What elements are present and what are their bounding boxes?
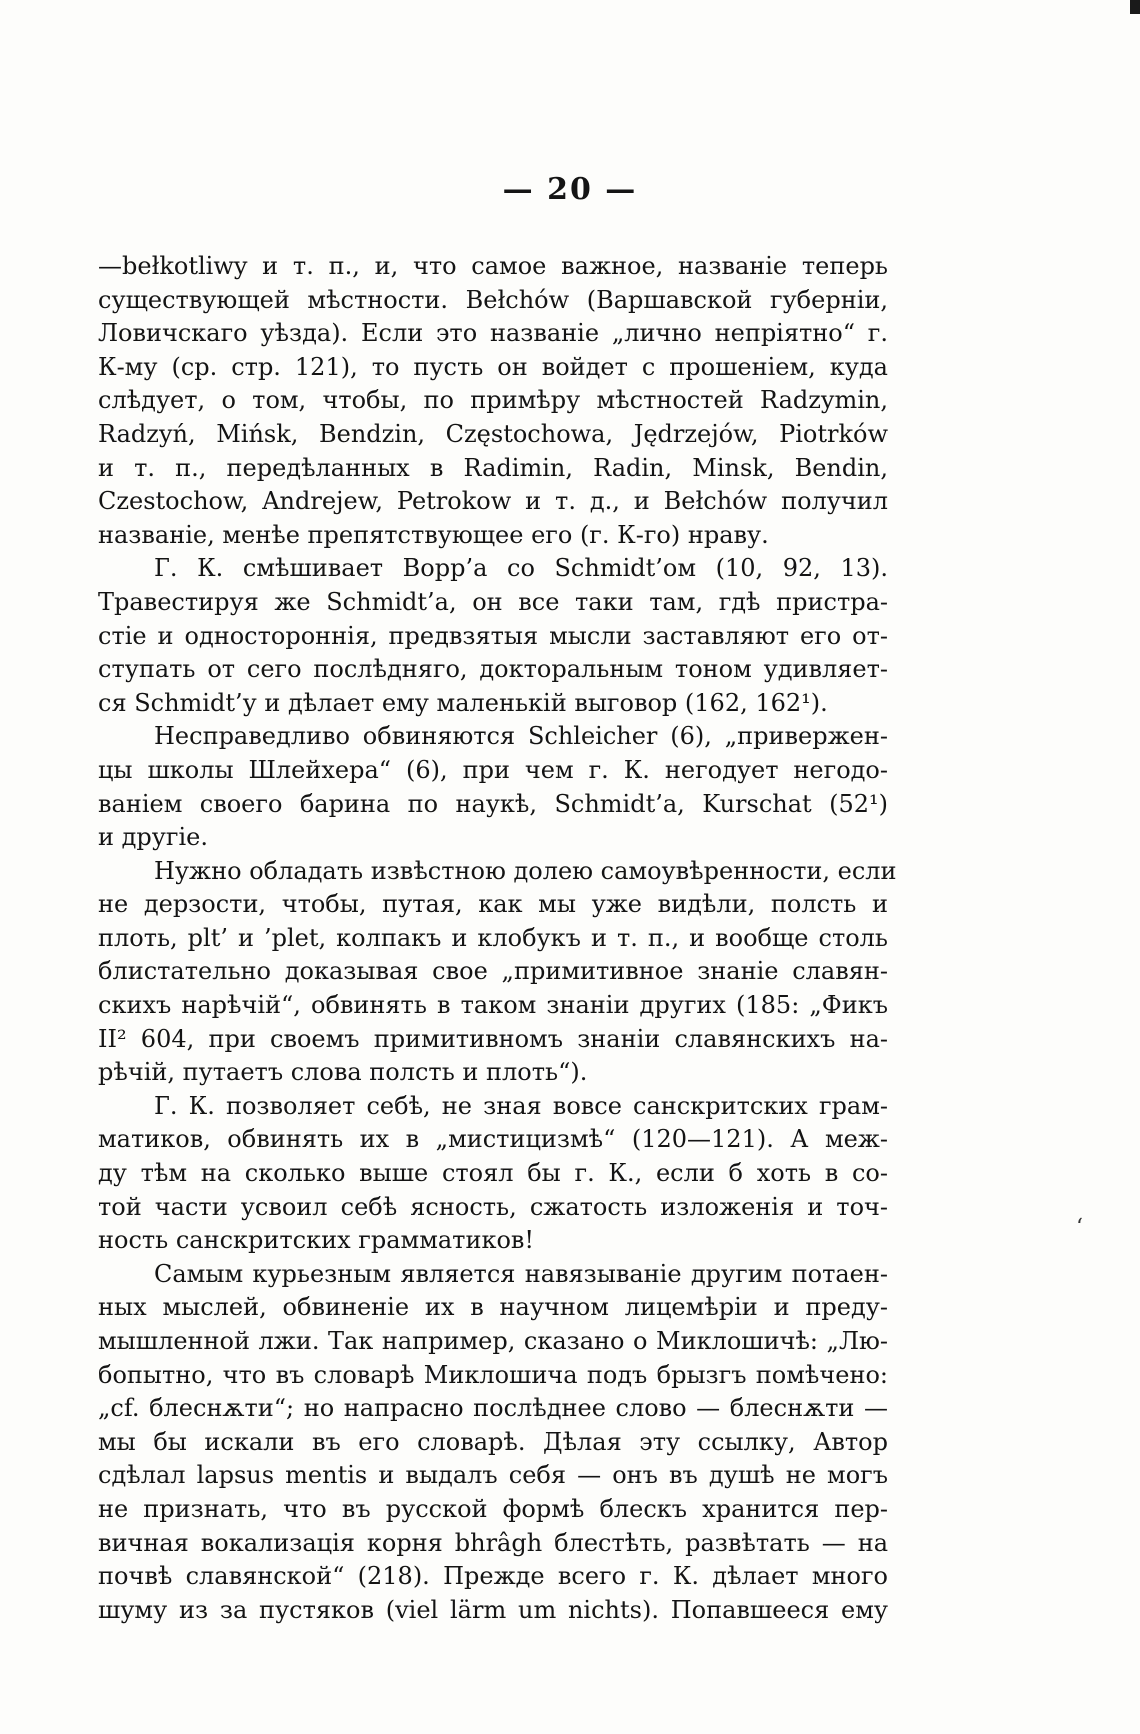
text-line: ных мыслей, обвиненіе их в научном лицемѣріи и преду- (98, 1293, 888, 1322)
text-line: „cf. блеснѫти“; но напрасно послѣднее слово — блеснѫти — (98, 1394, 888, 1423)
body-text (98, 250, 897, 1627)
text-line: не признать, что въ русской формѣ блескъ хранится пер- (98, 1494, 888, 1523)
text-line: К-му (ср. стр. 121), то пусть он войдет с прошеніем, куда (98, 352, 888, 381)
text-line: Несправедливо обвиняются Schleicher (6), „привержен- (154, 722, 888, 751)
text-line: цы школы Шлейхера“ (6), при чем г. К. негодует негодо- (98, 755, 888, 784)
text-line: ду тѣм на сколько выше стоял бы г. К., если б хоть в со- (98, 1159, 888, 1188)
text-line: Самым курьезным является навязываніе другим потаен- (154, 1259, 888, 1288)
text-line: Czestochow, Andrejew, Petrokow и т. д., и Bełchów получил (98, 487, 888, 516)
text-line: —bełkotliwy и т. п., и, что самое важное, названіе теперь (98, 252, 888, 280)
text-line: Radzyń, Mińsk, Bendzin, Częstochowa, Jędrzejów, Piotrków (98, 419, 888, 448)
text-line: той части усвоил себѣ ясность, сжатость изложенія и точ- (98, 1192, 888, 1221)
text-line: плоть, plt’ и ’plet, колпакъ и клобукъ и т. п., и вообще столь (98, 923, 888, 952)
text-line: ваніем своего барина по наукѣ, Schmidt’a, Kurschat (52¹) (98, 789, 888, 818)
text-line: и т. п., передѣланных в Radimin, Radin, Minsk, Bendin, (98, 453, 888, 482)
text-line: Г. К. позволяет себѣ, не зная вовсе санскритских грам- (154, 1091, 888, 1120)
text-line: ступать от сего послѣдняго, докторальным тоном удивляет- (98, 655, 888, 684)
margin-mark: ‘ (1076, 1215, 1083, 1240)
text-line: вичная вокализація корня bhrâgh блестѣть, развѣтать — на (98, 1528, 888, 1557)
page-number: — 20 — (502, 172, 638, 207)
text-line: названіе, менѣе препятствующее его (г. К-го) нраву. (98, 520, 769, 549)
scan-edge-mark (1130, 0, 1140, 14)
text-line: Г. К. смѣшивает Bopp’a со Schmidt’ом (10, 92, 13). (154, 554, 888, 583)
text-line: и другіе. (98, 823, 208, 852)
text-line: II² 604, при своемъ примитивномъ знаніи славянскихъ на- (98, 1024, 888, 1053)
text-line: слѣдует, о том, чтобы, по примѣру мѣстностей Radzymin, (98, 386, 888, 415)
text-line: стіе и одностороннія, предвзятыя мысли заставляют его от- (98, 621, 888, 650)
text-line: бопытно, что въ словарѣ Миклошича подъ брызгъ помѣчено: (98, 1360, 888, 1389)
text-line: скихъ нарѣчій“, обвинять в таком знаніи других (185: „Фикъ (98, 991, 888, 1020)
text-line: Травестируя же Schmidt’a, он все таки там, гдѣ пристра- (98, 587, 888, 616)
text-line: шуму из за пустяков (viel lärm um nichts). Попавшееся ему (98, 1595, 888, 1624)
text-line: мышленной лжи. Так например, сказано о Миклошичѣ: „Лю- (98, 1327, 888, 1355)
text-line: ся Schmidt’у и дѣлает ему маленькій выговор (162, 162¹). (98, 688, 828, 717)
text-line: существующей мѣстности. Bełchów (Варшавской губерніи, (98, 285, 888, 314)
text-line: матиков, обвинять их в „мистицизмѣ“ (120—121). А меж- (98, 1125, 888, 1154)
text-line: ность санскритских грамматиков! (98, 1226, 535, 1255)
text-line: Ловичскаго уѣзда). Если это названіе „лично непріятно“ г. (98, 319, 888, 348)
text-line: не дерзости, чтобы, путая, как мы уже видѣли, полсть и (98, 890, 888, 919)
text-line: мы бы искали въ его словарѣ. Дѣлая эту ссылку, Автор (98, 1427, 888, 1456)
text-line: сдѣлал lapsus mentis и выдалъ себя — онъ въ душѣ не могъ (98, 1461, 888, 1490)
text-line: почвѣ славянской“ (218). Прежде всего г. К. дѣлает много (98, 1562, 888, 1591)
text-line: блистательно доказывая свое „примитивное знаніе славян- (98, 957, 888, 986)
text-line: Нужно обладать извѣстною долею самоувѣренности, если (154, 856, 897, 885)
text-line: рѣчій, путаетъ слова полсть и плоть“). (98, 1058, 588, 1087)
